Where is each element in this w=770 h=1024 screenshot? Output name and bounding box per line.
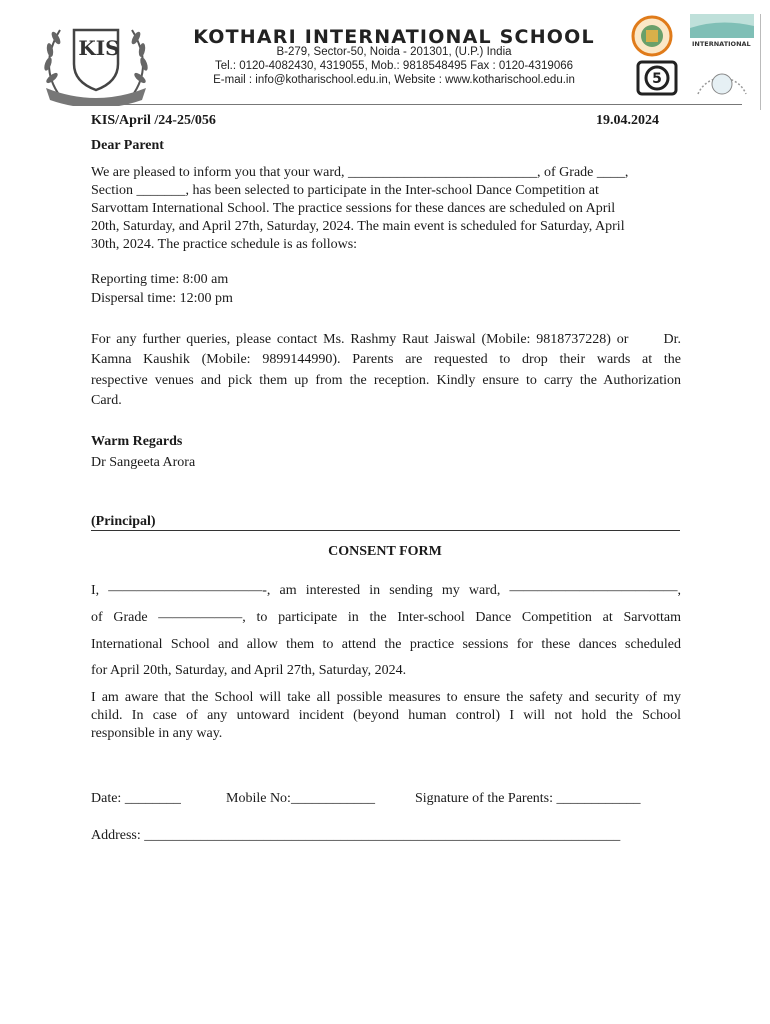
consent-line: I, ———————————-, am interested in sending my ward, ————————————, bbox=[91, 583, 681, 598]
date-field[interactable]: Date: ________ bbox=[91, 791, 181, 806]
intro-line: 20th, Saturday, and April 27th, Saturday, 2024. The main event is scheduled for Saturday, April bbox=[91, 219, 625, 234]
address-field[interactable]: Address: ____________________________________________________________________ bbox=[91, 828, 621, 843]
salutation: Dear Parent bbox=[91, 138, 164, 153]
school-name: KOTHARI INTERNATIONAL SCHOOL bbox=[193, 26, 595, 48]
reference-number: KIS/April /24-25/056 bbox=[91, 113, 216, 128]
contact-line: Card. bbox=[91, 393, 122, 408]
school-phone: Tel.: 0120-4082430, 4319055, Mob.: 9818548495 Fax : 0120-4319066 bbox=[214, 60, 574, 72]
header-divider bbox=[90, 104, 742, 105]
edge-line bbox=[760, 14, 761, 110]
intro-line: 30th, 2024. The practice schedule is as follows: bbox=[91, 237, 358, 252]
school-logo bbox=[30, 16, 162, 106]
school-email: E-mail : info@kotharischool.edu.in, Website : www.kotharischool.edu.in bbox=[213, 74, 575, 86]
global-partnership-icon bbox=[692, 54, 752, 102]
section-divider bbox=[91, 530, 680, 531]
signatory-name: Dr Sangeeta Arora bbox=[91, 455, 196, 470]
svg-text:5: 5 bbox=[652, 71, 662, 87]
reporting-time: Reporting time: 8:00 am bbox=[91, 272, 229, 287]
consent-title: CONSENT FORM bbox=[328, 544, 442, 559]
intro-line: Sarvottam International School. The practice sessions for these dances are scheduled on April bbox=[91, 201, 616, 216]
consent-line: for April 20th, Saturday, and April 27th, Saturday, 2024. bbox=[91, 663, 407, 678]
letter-date: 19.04.2024 bbox=[596, 113, 659, 128]
international-badge-label: INTERNATIONAL bbox=[692, 40, 751, 48]
affiliation-seal-icon bbox=[624, 14, 680, 58]
contact-line: respective venues and pick them up from the reception. Kindly ensure to carry the Authorization bbox=[91, 373, 681, 388]
intro-line: Section _______, has been selected to participate in the Inter-school Dance Competition at bbox=[91, 183, 599, 198]
mobile-field[interactable]: Mobile No:____________ bbox=[226, 791, 375, 806]
assurance-line: responsible in any way. bbox=[91, 726, 223, 741]
intro-line: We are pleased to inform you that your ward, ___________________________, of Grade ____, bbox=[91, 165, 629, 180]
consent-line: of Grade ——————, to participate in the Inter-school Dance Competition at Sarvottam bbox=[91, 610, 681, 625]
dispersal-time: Dispersal time: 12:00 pm bbox=[91, 291, 233, 306]
assurance-line: child. In case of any untoward incident (beyond human control) I will not hold the School bbox=[91, 708, 681, 723]
five-badge-icon bbox=[636, 60, 678, 96]
contact-line: Kamna Kaushik (Mobile: 9899144990). Parents are requested to drop their wards at the bbox=[91, 352, 681, 367]
closing: Warm Regards bbox=[91, 434, 183, 449]
consent-line: International School and allow them to attend the practice sessions for these dances scheduled bbox=[91, 637, 681, 652]
contact-line: For any further queries, please contact Ms. Rashmy Raut Jaiswal (Mobile: 9818737228) or Dr. bbox=[91, 332, 681, 347]
signatory-designation: (Principal) bbox=[91, 514, 156, 529]
school-address: B-279, Sector-50, Noida - 201301, (U.P.) India bbox=[276, 46, 512, 58]
signature-field[interactable]: Signature of the Parents: ____________ bbox=[415, 791, 641, 806]
assurance-line: I am aware that the School will take all possible measures to ensure the safety and security of my bbox=[91, 690, 681, 705]
logo-monogram: KIS bbox=[78, 36, 120, 60]
